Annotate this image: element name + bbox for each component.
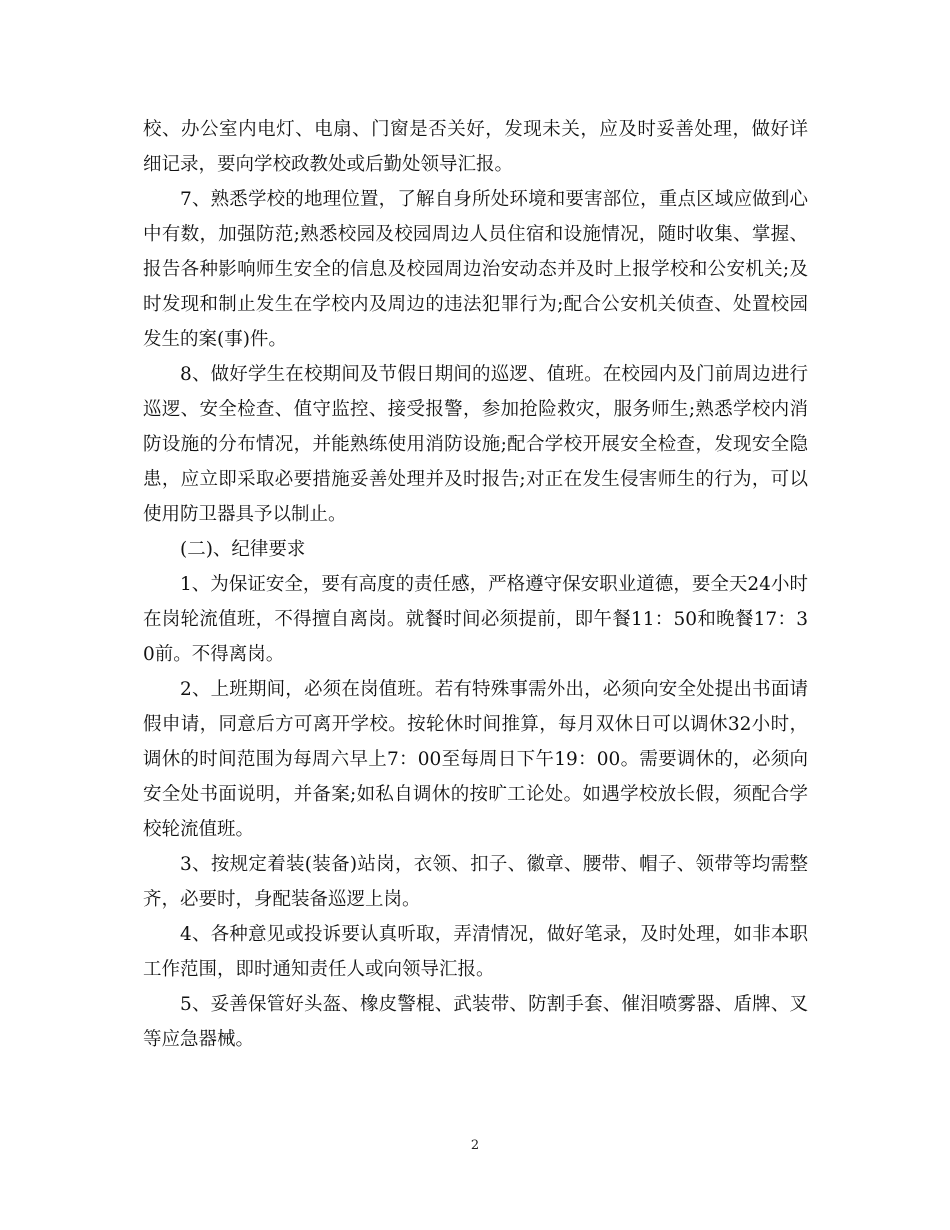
document-body (143, 112, 808, 1057)
paragraph-item-7: 7、熟悉学校的地理位置，了解自身所处环境和要害部位，重点区域应做到心中有数，加强防范;熟悉校园及校园周边人员住宿和设施情况，随时收集、掌握、报告各种影响师生安全的信息及校园周边治安动态并及时上报学校和公安机关;及时发现和制止发生在学校内及周边的违法犯罪行为;配合公安机关侦查、处置校园发生的案(事)件。 (143, 189, 808, 350)
paragraph-discipline-5: 5、妥善保管好头盔、橡皮警棍、武装带、防割手套、催泪喷雾器、盾牌、叉等应急器械。 (143, 994, 808, 1050)
paragraph-item-8: 8、做好学生在校期间及节假日期间的巡逻、值班。在校园内及门前周边进行巡逻、安全检查、值守监控、接受报警，参加抢险救灾，服务师生;熟悉学校内消防设施的分布情况，并能熟练使用消防设施;配合学校开展安全检查，发现安全隐患，应立即采取必要措施妥善处理并及时报告;对正在发生侵害师生的行为，可以使用防卫器具予以制止。 (143, 364, 808, 525)
page-number: 2 (470, 1138, 480, 1153)
section-heading-discipline: (二)、纪律要求 (180, 539, 306, 560)
paragraph-discipline-2: 2、上班期间，必须在岗值班。若有特殊事需外出，必须向安全处提出书面请假申请，同意后方可离开学校。按轮休时间推算，每月双休日可以调休32小时，调休的时间范围为每周六早上7：00至每周日下午19：00。需要调休的，必须向安全处书面说明，并备案;如私自调休的按旷工论处。如遇学校放长假，须配合学校轮流值班。 (143, 679, 808, 840)
paragraph-discipline-4: 4、各种意见或投诉要认真听取，弄清情况，做好笔录，及时处理，如非本职工作范围，即时通知责任人或向领导汇报。 (143, 924, 808, 980)
paragraph-continuation: 校、办公室内电灯、电扇、门窗是否关好，发现未关，应及时妥善处理，做好详细记录，要向学校政教处或后勤处领导汇报。 (143, 119, 808, 175)
paragraph-discipline-1: 1、为保证安全，要有高度的责任感，严格遵守保安职业道德，要全天24小时在岗轮流值班，不得擅自离岗。就餐时间必须提前，即午餐11：50和晚餐17：30前。不得离岗。 (143, 574, 808, 665)
paragraph-discipline-3: 3、按规定着装(装备)站岗，衣领、扣子、徽章、腰带、帽子、领带等均需整齐，必要时，身配装备巡逻上岗。 (143, 854, 808, 910)
